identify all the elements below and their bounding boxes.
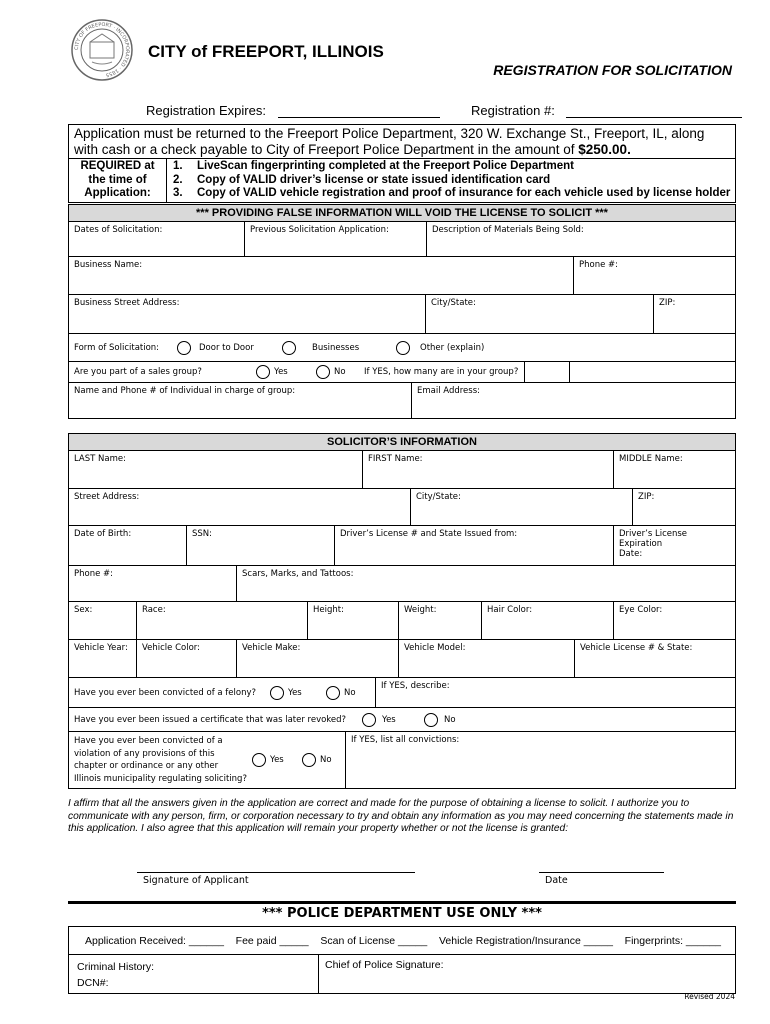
ssn-field[interactable]: SSN: [187,526,335,565]
felony-yes-label: Yes [288,687,302,698]
registration-expires-field[interactable] [146,103,440,118]
convictions-list-field[interactable]: If YES, list all convictions: [351,735,460,745]
form-of-solicitation-label: Form of Solicitation: [74,342,160,353]
false-info-banner: *** PROVIDING FALSE INFORMATION WILL VOID THE LICENSE TO SOLICIT *** [69,205,735,222]
city-title: CITY of FREEPORT, ILLINOIS [148,42,384,61]
date-signature-line[interactable] [539,872,664,873]
sales-group-yes-radio[interactable] [256,365,270,379]
vehicle-license-field[interactable]: Vehicle License # & State: [580,643,693,653]
businesses-label: Businesses [312,342,360,353]
dl-expiration-field[interactable]: Driver’s License Expiration Date: [619,529,688,559]
group-email-field[interactable]: Email Address: [417,386,480,396]
business-city-state-field[interactable]: City/State: [426,295,654,333]
city-seal [70,18,134,82]
revoked-no-label: No [444,714,456,725]
revision-note: Revised 2024 [684,992,735,1001]
violation-no-radio[interactable] [302,753,316,767]
registration-number-field[interactable] [471,103,742,118]
phone-field[interactable]: Phone #: [69,566,237,601]
applicant-signature-line[interactable] [137,872,415,873]
group-size-question: If YES, how many are in your group? [364,367,519,377]
form-title: REGISTRATION FOR SOLICITATION [493,62,732,78]
sales-group-no-label: No [334,367,346,377]
felony-yes-radio[interactable] [270,686,284,700]
businesses-radio[interactable] [282,341,296,355]
list-item: 2. Copy of VALID driver’s license or state issued identification card [173,173,551,186]
sales-group-question: Are you part of a sales group? [74,367,202,377]
fingerprints-field[interactable]: Fingerprints: ______ [624,934,721,947]
group-contact-field[interactable]: Name and Phone # of Individual in charge of group: [69,383,412,418]
sales-group-yes-label: Yes [274,367,288,377]
business-phone-field[interactable]: Phone #: [579,260,619,270]
registration-expires-label: Registration Expires: [146,103,266,118]
other-radio[interactable] [396,341,410,355]
registration-expires-line[interactable] [278,104,440,118]
affirmation-text: I affirm that all the answers given in the application are correct and made for the purpose of obtaining a license to solicit. I authorize you to communicate with any person, firm, or corporation necessary to try and obtain any information as you may need concerning the statements made in this application. I also agree that this application will remain your property whether or not the license is granted: [68,798,734,834]
police-use-box [68,926,736,994]
revoked-yes-radio[interactable] [362,713,376,727]
vehicle-color-field[interactable]: Vehicle Color: [137,640,237,677]
city-state-field[interactable]: City/State: [411,489,633,525]
list-item: 1. LiveScan fingerprinting completed at the Freeport Police Department [173,160,575,172]
middle-name-field[interactable]: MIDDLE Name: [619,454,683,464]
vehicle-model-field[interactable]: Vehicle Model: [399,640,575,677]
required-list [167,159,735,202]
felony-no-label: No [344,687,356,698]
police-divider [68,901,736,904]
fee-paid-field[interactable]: Fee paid _____ [235,934,309,947]
violation-question: Have you ever been convicted of a violation of any provisions of this chapter or ordinance or any other Illinois municipality regulating soliciting? [74,736,247,784]
scars-marks-field[interactable]: Scars, Marks, and Tattoos: [242,569,354,579]
felony-question: Have you ever been convicted of a felony? [74,687,257,698]
street-address-field[interactable]: Street Address: [69,489,411,525]
previous-application-field[interactable]: Previous Solicitation Application: [245,222,427,256]
height-field[interactable]: Height: [308,602,399,639]
vehicle-registration-field[interactable]: Vehicle Registration/Insurance _____ [438,934,613,947]
registration-number-label: Registration #: [471,103,555,118]
weight-field[interactable]: Weight: [399,602,482,639]
violation-yes-radio[interactable] [252,753,266,767]
drivers-license-field[interactable]: Driver’s License # and State Issued from: [335,526,614,565]
svg-text:CITY OF FREEPORT · INCORPORATE: CITY OF FREEPORT · INCORPORATED · 1855 [73,21,131,78]
sex-field[interactable]: Sex: [69,602,137,639]
business-street-field[interactable]: Business Street Address: [69,295,426,333]
revoked-no-radio[interactable] [424,713,438,727]
eye-color-field[interactable]: Eye Color: [619,605,663,615]
sales-group-no-radio[interactable] [316,365,330,379]
first-name-field[interactable]: FIRST Name: [363,451,614,488]
zip-field[interactable]: ZIP: [638,492,655,502]
other-label: Other (explain) [420,342,485,353]
business-section [68,204,736,419]
business-name-field[interactable]: Business Name: [69,257,574,294]
dcn-field[interactable]: DCN#: [77,977,109,989]
criminal-history-field[interactable]: Criminal History: [77,961,155,973]
list-item: 3. Copy of VALID vehicle registration and proof of insurance for each vehicle used by license holder [173,187,731,199]
required-items [69,158,735,202]
door-to-door-radio[interactable] [177,341,191,355]
violation-yes-label: Yes [270,755,284,765]
date-signature-label: Date [545,875,568,886]
scan-license-field[interactable]: Scan of License _____ [320,934,428,947]
race-field[interactable]: Race: [137,602,308,639]
chief-signature-field[interactable]: Chief of Police Signature: [325,959,444,971]
vehicle-make-field[interactable]: Vehicle Make: [237,640,399,677]
revoked-question: Have you ever been issued a certificate that was later revoked? [74,714,347,725]
group-size-input[interactable] [524,361,570,383]
solicitor-section [68,433,736,789]
applicant-signature-label: Signature of Applicant [143,875,249,886]
solicitor-info-banner: SOLICITOR’S INFORMATION [69,434,735,451]
application-received-field[interactable]: Application Received: ______ [85,934,224,947]
dates-of-solicitation-field[interactable]: Dates of Solicitation: [69,222,245,256]
date-of-birth-field[interactable]: Date of Birth: [69,526,187,565]
business-zip-field[interactable]: ZIP: [659,298,676,308]
felony-no-radio[interactable] [326,686,340,700]
instructions-box [68,124,736,203]
hair-color-field[interactable]: Hair Color: [482,602,614,639]
instructions-text: Application must be returned to the Freeport Police Department, 320 W. Exchange St., Freeport, IL, along with cash or a check payable to City of Freeport Police Department in the amount of $250.00. [74,126,705,157]
materials-description-field[interactable]: Description of Materials Being Sold: [432,225,584,235]
registration-number-line[interactable] [566,104,742,118]
vehicle-year-field[interactable]: Vehicle Year: [69,640,137,677]
felony-describe-field[interactable]: If YES, describe: [381,681,450,691]
required-label: REQUIRED at the time of Application: [69,159,167,202]
police-use-title: *** POLICE DEPARTMENT USE ONLY *** [262,906,542,921]
last-name-field[interactable]: LAST Name: [69,451,363,488]
violation-no-label: No [320,755,332,765]
door-to-door-label: Door to Door [199,342,254,353]
revoked-yes-label: Yes [382,714,396,725]
